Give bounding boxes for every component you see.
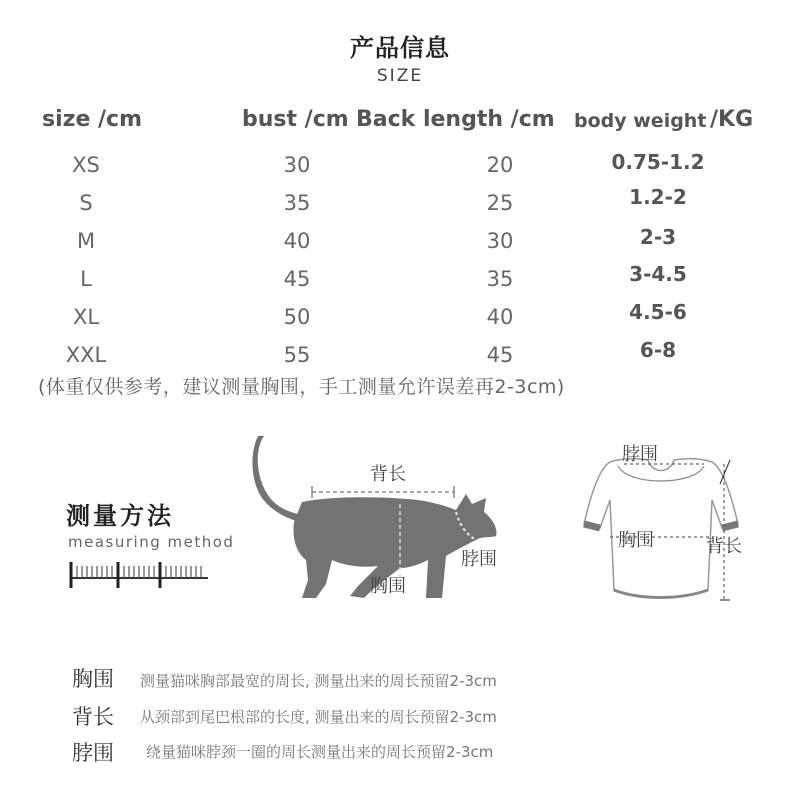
cell-size: M	[76, 229, 96, 253]
note-text: (体重仅供参考，建议测量胸围，手工测量允许误差再2-3cm)	[38, 376, 565, 398]
cat-neck-label: 脖围	[461, 549, 497, 570]
page-title: 产品信息	[350, 34, 450, 62]
cell-back: 30	[486, 229, 514, 253]
cell-size: XXL	[65, 343, 107, 367]
shirt-chest-label: 胸围	[618, 530, 654, 551]
def-term-neck: 脖围	[72, 741, 114, 765]
ruler-icon	[68, 558, 218, 592]
cell-weight: 3-4.5	[629, 262, 687, 286]
cell-bust: 55	[283, 343, 311, 367]
col-header-bust: bust /cm	[242, 107, 349, 132]
table-row	[0, 150, 800, 186]
cell-back: 40	[486, 305, 514, 329]
col-header-back-length: Back length /cm	[356, 107, 555, 132]
shirt-icon	[570, 440, 760, 610]
cell-bust: 30	[283, 153, 311, 177]
table-row	[0, 185, 800, 224]
col-header-size: size /cm	[42, 107, 143, 132]
size-table	[0, 150, 800, 370]
method-subtitle: measuring method	[68, 533, 235, 551]
cell-back: 25	[486, 191, 514, 215]
cell-back: 35	[486, 267, 514, 291]
def-text-back: 从颈部到尾巴根部的长度, 测量出来的周长预留2-3cm	[140, 708, 497, 726]
table-row	[0, 226, 800, 262]
cell-weight: 4.5-6	[629, 300, 687, 324]
def-text-neck: 绕量猫咪脖颈一圈的周长测量出来的周长预留2-3cm	[146, 743, 494, 761]
table-row	[0, 302, 800, 338]
cell-size: XL	[72, 305, 100, 329]
cat-back-length-label: 背长	[370, 464, 406, 485]
cell-size: XS	[72, 153, 100, 177]
cell-weight: 6-8	[639, 338, 677, 362]
cell-weight: 0.75-1.2	[611, 150, 705, 174]
cell-bust: 45	[283, 267, 311, 291]
page-subtitle: SIZE	[376, 66, 424, 86]
table-row	[0, 340, 800, 376]
table-row	[0, 264, 800, 300]
method-title: 测量方法	[66, 502, 174, 530]
cat-chest-label: 胸围	[370, 576, 406, 597]
cell-back: 20	[486, 153, 514, 177]
def-term-chest: 胸围	[72, 667, 114, 691]
cell-bust: 50	[283, 305, 311, 329]
cell-weight: 2-3	[639, 225, 677, 249]
cell-weight: 1.2-2	[629, 185, 687, 209]
col-header-weight-unit: /KG	[710, 107, 754, 132]
def-text-chest: 测量猫咪胸部最宽的周长, 测量出来的周长预留2-3cm	[140, 672, 497, 690]
shirt-neck-label: 脖围	[622, 444, 658, 465]
cell-bust: 40	[283, 229, 311, 253]
cell-back: 45	[486, 343, 514, 367]
cell-size: S	[79, 191, 93, 215]
shirt-back-label: 背长	[706, 536, 742, 557]
cell-bust: 35	[283, 191, 311, 215]
col-header-weight: body weight	[574, 110, 707, 132]
cell-size: L	[80, 267, 92, 291]
def-term-back: 背长	[72, 705, 114, 729]
